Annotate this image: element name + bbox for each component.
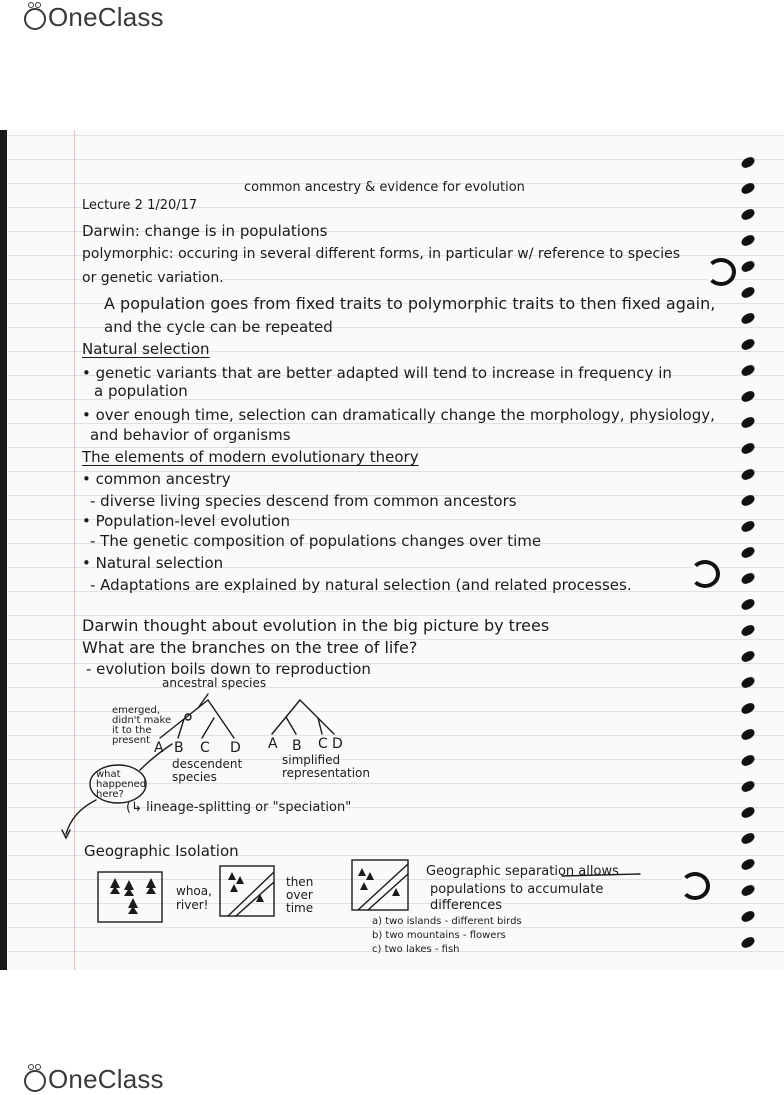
simplified-representation-label: simplified representation: [282, 753, 371, 780]
tree-icon: [124, 880, 134, 896]
note-line: • common ancestry: [82, 470, 231, 488]
note-line: polymorphic: occuring in several different forms, in particular w/ reference to species: [82, 246, 680, 262]
note-line: What are the branches on the tree of life?: [82, 638, 418, 657]
geo-separation-line: populations to accumulate: [430, 882, 604, 897]
note-line: Darwin thought about evolution in the big picture by trees: [82, 616, 550, 635]
brand-name: OneClass: [48, 1064, 164, 1094]
whoa-river-note: whoa, river!: [176, 884, 212, 912]
tree-left-label-c: C: [200, 740, 210, 756]
tree-right-label-b: B: [292, 738, 302, 754]
note-line: Darwin: change is in populations: [82, 222, 328, 240]
tree-icon: [146, 878, 156, 894]
heading-geographic-isolation: Geographic Isolation: [84, 842, 239, 860]
then-over-time-note: then over time: [286, 875, 314, 915]
heading-natural-selection: Natural selection: [82, 340, 210, 358]
box-river-split: [220, 866, 274, 916]
tree-left-label-b: B: [174, 740, 184, 756]
heading-elements: The elements of modern evolutionary theory: [82, 448, 419, 466]
note-title: common ancestry & evidence for evolution: [244, 180, 525, 195]
note-line: • genetic variants that are better adapted will tend to increase in frequency in: [82, 364, 672, 382]
tree-icon: [358, 868, 374, 890]
descendent-species-label: descendent species: [172, 757, 243, 784]
example-line: b) two mountains - flowers: [372, 930, 506, 941]
example-line: c) two lakes - fish: [372, 944, 460, 955]
tree-icon: [228, 872, 244, 892]
lecture-date: Lecture 2 1/20/17: [82, 198, 198, 213]
tree-icon: [110, 878, 120, 894]
note-line: - The genetic composition of populations changes over time: [90, 532, 542, 550]
ancestral-species-label: ancestral species: [162, 676, 267, 690]
tree-icon: [128, 898, 138, 914]
what-happened-note: what happened here?: [96, 769, 147, 800]
note-line: or genetic variation.: [82, 270, 224, 286]
geo-separation-line: Geographic separation allows: [426, 864, 619, 879]
note-line: - diverse living species descend from common ancestors: [90, 492, 517, 510]
note-line: and the cycle can be repeated: [104, 318, 333, 336]
geo-separation-line: differences: [430, 898, 503, 913]
note-line: - evolution boils down to reproduction: [86, 660, 371, 678]
tree-left-label-a: A: [154, 740, 164, 756]
oneclass-logo-bottom: [24, 1064, 164, 1095]
tree-right-label-d: D: [332, 736, 343, 752]
box-over-time: [352, 860, 408, 910]
tree-icon: [256, 894, 264, 902]
oneclass-logo-icon: [24, 1070, 46, 1092]
box-single-population: [98, 872, 162, 922]
example-line: a) two islands - different birds: [372, 916, 522, 927]
tree-left-label-d: D: [230, 740, 241, 756]
lineage-splitting-note: (↳ lineage-splitting or "speciation": [126, 800, 352, 815]
note-line: a population: [94, 382, 188, 400]
brand-name: OneClass: [48, 2, 164, 32]
tree-icon: [392, 888, 400, 896]
note-line: • Natural selection: [82, 554, 224, 572]
note-line: A population goes from fixed traits to polymorphic traits to then fixed again,: [104, 294, 716, 313]
emerged-note: emerged, didn't make it to the present: [112, 705, 172, 746]
note-line: • over enough time, selection can dramatically change the morphology, physiology,: [82, 406, 715, 424]
note-line: • Population-level evolution: [82, 512, 290, 530]
note-line: and behavior of organisms: [90, 426, 291, 444]
note-line: - Adaptations are explained by natural selection (and related processes.: [90, 576, 632, 594]
tree-right-label-c: C: [318, 736, 328, 752]
tree-right-label-a: A: [268, 736, 278, 752]
